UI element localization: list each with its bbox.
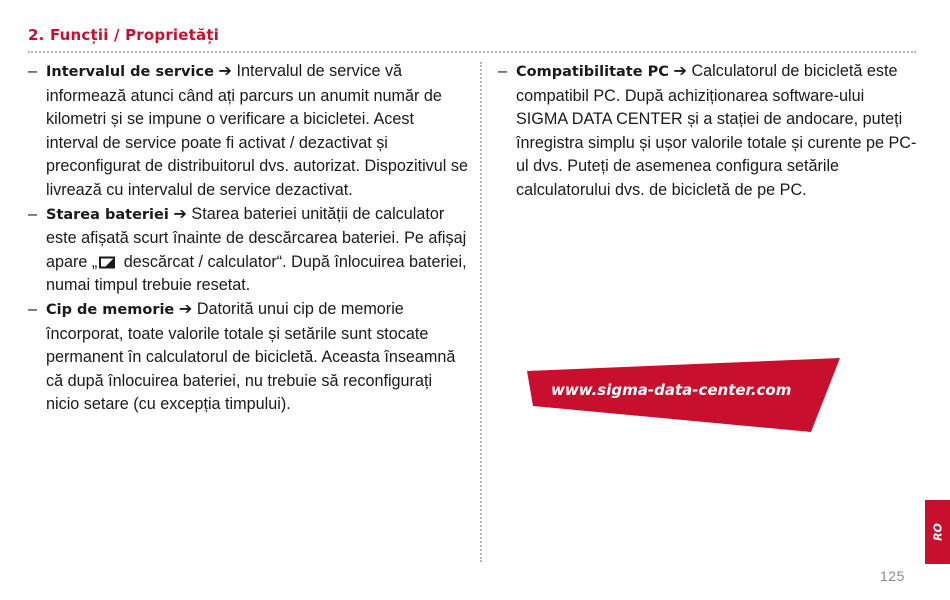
arrow-right-icon: ➔ — [178, 299, 193, 318]
list-item — [28, 203, 468, 298]
list-item — [498, 60, 918, 203]
dotted-divider-horizontal — [28, 51, 916, 53]
language-tab-label: RO — [931, 523, 944, 541]
item-text-before-icon: Starea bateriei unității de calculator este afișată scurt înainte de descărcarea bateriei. Pe afișaj apare „ — [46, 204, 467, 271]
section-heading: 2. Funcții / Proprietăți — [28, 26, 220, 44]
arrow-right-icon: ➔ — [218, 62, 232, 80]
item-text-after-icon: descărcat / calculator“. După înlocuirea bateriei, numai timpul trebuie resetat. — [46, 252, 467, 295]
item-text: Intervalul de service vă informează atunci când ați parcurs un anumit număr de kilometri și se impune o verificare a bicicletei. Acest interval de service poate fi activat / dezactivat și preconfigurat de distribuitorul dvs. autorizat. Dispozitivul se livrează cu intervalul de service dezactivat. — [46, 62, 468, 199]
list-item — [28, 60, 468, 203]
list-dash: – — [28, 204, 38, 223]
page-number: 125 — [880, 568, 905, 584]
list-dash: – — [28, 62, 38, 80]
dotted-divider-vertical — [480, 62, 482, 562]
item-term: Starea bateriei — [46, 206, 169, 223]
item-term: Intervalul de service — [46, 64, 214, 80]
item-term: Compatibilitate PC — [516, 64, 669, 80]
list-item — [28, 298, 468, 417]
item-text: Calculatorul de bicicletă este compatibil PC. După achiziționarea software-ului SIGMA DATA CENTER și a stației de andocare, puteți înregistra simplu și ușor valorile totale și curente pe PC-ul dvs. Puteți de asemenea configura setările calculatorului dvs. de bicicletă de pe PC. — [516, 62, 917, 199]
battery-low-icon — [99, 253, 115, 266]
list-dash: – — [498, 62, 508, 80]
item-text: Datorită unui cip de memorie încorporat, toate valorile totale și setările sunt stocate permanent în calculatorul de bicicletă. Aceasta înseamnă că după înlocuirea bateriei, nu trebuie să reconfigurați nicio setare (cu excepția timpului). — [46, 299, 456, 414]
language-tab — [925, 500, 950, 564]
arrow-right-icon: ➔ — [673, 62, 687, 80]
list-dash: – — [28, 299, 38, 318]
right-column — [498, 60, 918, 203]
website-url-link[interactable]: www.sigma-data-center.com — [551, 381, 792, 399]
arrow-right-icon: ➔ — [173, 204, 187, 223]
left-column — [28, 60, 468, 417]
item-term: Cip de memorie — [46, 301, 175, 318]
